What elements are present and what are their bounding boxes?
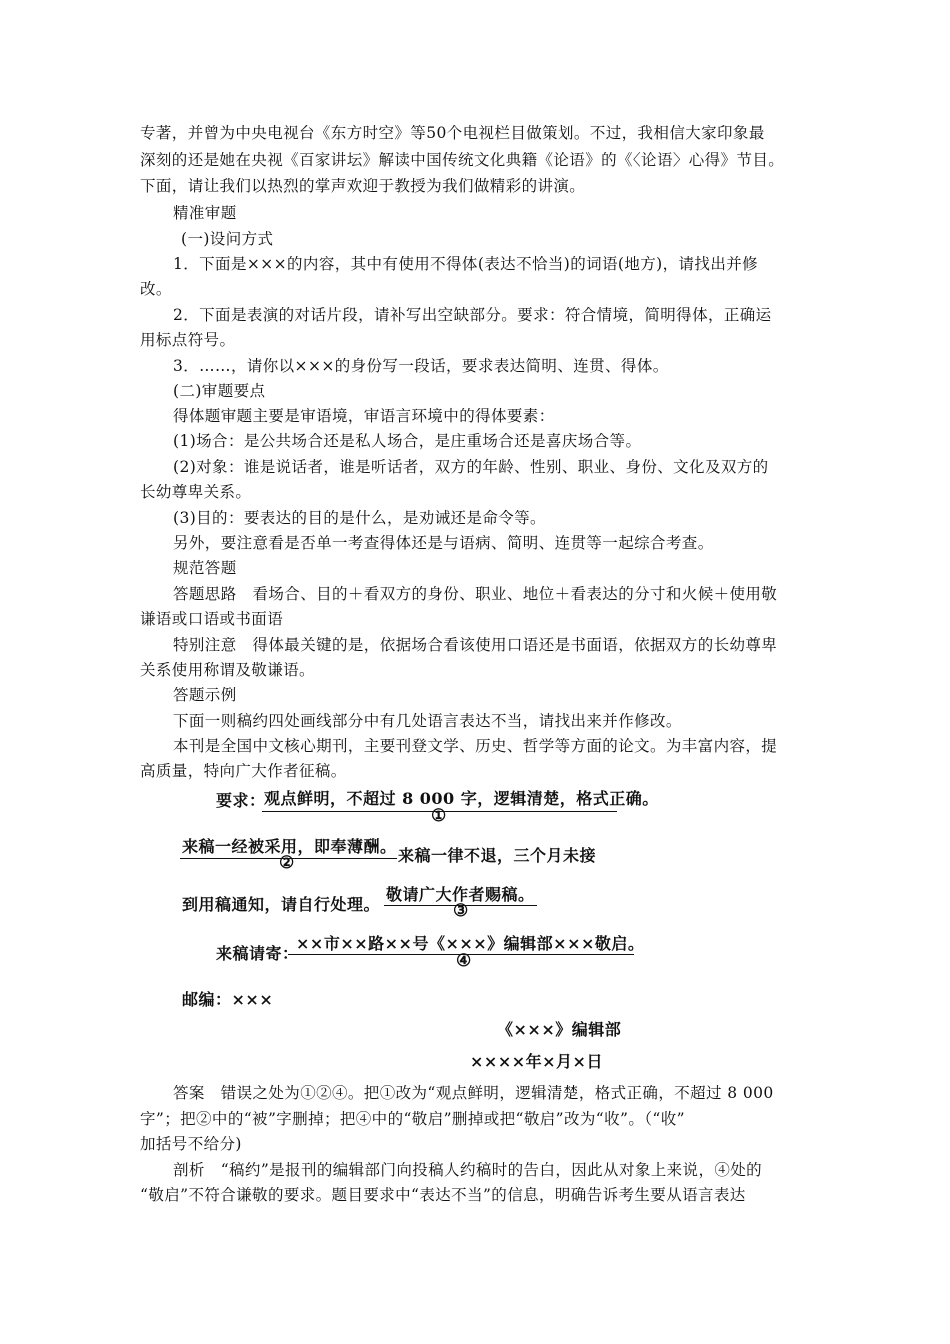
subheading-question-forms: (一)设问方式 bbox=[181, 230, 274, 248]
special-note-b: 关系使用称谓及敬谦语。 bbox=[140, 661, 315, 679]
question-1-line-a: 1．下面是×××的内容，其中有使用不得体(表达不恰当)的词语(地方)，请找出并修 bbox=[173, 255, 759, 273]
subheading-key-points: (二)审题要点 bbox=[173, 382, 266, 400]
answer-line-2: 字”；把②中的“被”字删掉；把④中的“敬启”删掉或把“敬启”改为“收”。（“收” bbox=[140, 1110, 685, 1128]
marker-4: ④ bbox=[456, 951, 472, 971]
marker-2: ② bbox=[279, 853, 295, 873]
notice-underlined-3: 敬请广大作者赐稿。 bbox=[386, 885, 535, 904]
key-point-occasion: (1)场合：是公共场合还是私人场合，是庄重场合还是喜庆场合等。 bbox=[173, 432, 642, 450]
notice-text-after-2: 来稿一律不退，三个月未接 bbox=[398, 846, 597, 865]
notice-postcode: 邮编：××× bbox=[182, 990, 274, 1009]
intro-line-3: 下面，请让我们以热烈的掌声欢迎于教授为我们做精彩的讲演。 bbox=[140, 177, 586, 195]
notice-underlined-2: 来稿一经被采用，即奉薄酬。 bbox=[182, 837, 397, 856]
question-2-line-b: 用标点符号。 bbox=[140, 331, 236, 349]
answer-line-3: 加括号不给分) bbox=[140, 1135, 242, 1153]
marker-3: ③ bbox=[453, 901, 469, 921]
intro-line-2: 深刻的还是她在央视《百家讲坛》解读中国传统文化典籍《论语》的《〈论语〉心得》节目。 bbox=[140, 151, 785, 169]
notice-requirement-label: 要求： bbox=[216, 791, 266, 810]
key-point-object-a: (2)对象：谁是说话者，谁是听话者，双方的年龄、性别、职业、身份、文化及双方的 bbox=[173, 458, 769, 476]
marker-1: ① bbox=[431, 806, 447, 826]
answer-idea-a: 答题思路 看场合、目的＋看双方的身份、职业、地位＋看表达的分寸和火候＋使用敬 bbox=[173, 585, 778, 603]
question-1-line-b: 改。 bbox=[140, 280, 172, 298]
notice-text-before-3: 到用稿通知，请自行处理。 bbox=[182, 895, 381, 914]
intro-line-1: 专著，并曾为中央电视台《东方时空》等50个电视栏目做策划。不过，我相信大家印象最 bbox=[140, 124, 765, 142]
question-2-line-a: 2．下面是表演的对话片段，请补写出空缺部分。要求：符合情境，简明得体，正确运 bbox=[173, 306, 772, 324]
answer-line-1: 答案 错误之处为①②④。把①改为“观点鲜明，逻辑清楚，格式正确，不超过 8 000 bbox=[173, 1084, 774, 1102]
example-task: 下面一则稿约四处画线部分中有几处语言表达不当，请找出来并作修改。 bbox=[173, 712, 682, 730]
analysis-line-2: “敬启”不符合谦敬的要求。题目要求中“表达不当”的信息，明确告诉考生要从语言表达 bbox=[140, 1186, 746, 1204]
notice-intro-b: 高质量，特向广大作者征稿。 bbox=[140, 762, 347, 780]
key-point-object-b: 长幼尊卑关系。 bbox=[140, 483, 252, 501]
notice-intro-a: 本刊是全国中文核心期刊，主要刊登文学、历史、哲学等方面的论文。为丰富内容，提 bbox=[173, 737, 778, 755]
special-note-a: 特别注意 得体最关键的是，依据场合看该使用口语还是书面语，依据双方的长幼尊卑 bbox=[173, 636, 778, 654]
section-heading-standard: 规范答题 bbox=[173, 559, 237, 577]
key-point-other: 另外，要注意看是否单一考查得体还是与语病、简明、连贯等一起综合考查。 bbox=[173, 534, 714, 552]
question-3: 3．……，请你以×××的身份写一段话，要求表达简明、连贯、得体。 bbox=[173, 357, 669, 375]
analysis-line-1: 剖析 “稿约”是报刊的编辑部门向投稿人约稿时的告白，因此从对象上来说，④处的 bbox=[173, 1161, 763, 1179]
notice-signature: 《×××》编辑部 bbox=[497, 1020, 622, 1039]
notice-underlined-4: ××市××路××号《×××》编辑部×××敬启。 bbox=[296, 934, 645, 953]
notice-send-label: 来稿请寄： bbox=[216, 944, 299, 963]
example-heading: 答题示例 bbox=[173, 686, 237, 704]
notice-underlined-1: 观点鲜明，不超过 8 000 字，逻辑清楚，格式正确。 bbox=[264, 789, 659, 808]
key-point-purpose: (3)目的：要表达的目的是什么，是劝诫还是命令等。 bbox=[173, 509, 546, 527]
key-point-intro: 得体题审题主要是审语境，审语言环境中的得体要素： bbox=[173, 407, 555, 425]
section-heading-precise: 精准审题 bbox=[173, 204, 237, 222]
notice-date: ××××年×月×日 bbox=[470, 1052, 603, 1071]
answer-idea-b: 谦语或口语或书面语 bbox=[140, 610, 284, 628]
